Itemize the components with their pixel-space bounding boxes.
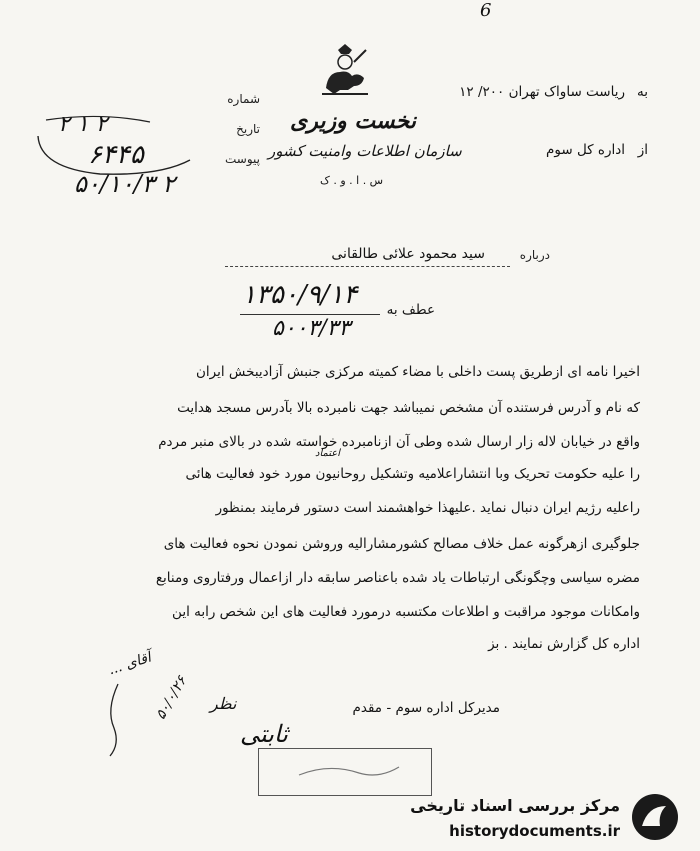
to-value: ریاست ساواک تهران ۲۰۰/ ۱۲	[459, 84, 625, 100]
body-line-1: اخیرا نامه ای ازطریق پست داخلی با مضاء کمیته مرکزی جنبش آزادیبخش ایران	[195, 364, 640, 380]
subject-value: سید محمود علائی طالقانی	[331, 246, 485, 262]
watermark-org-name: مرکز بررسی اسناد تاریخی	[410, 796, 620, 815]
body-line-3: واقع در خیابان لاله زار ارسال شده وطی آن ازنامبرده خواسته شده در بالای منبر مردم	[158, 434, 640, 450]
body-line-4: را علیه حکومت تحریک وبا انتشاراعلامیه وتشکیل روحانیون مورد خود فعالیت هائی	[185, 466, 640, 482]
reference-date-top: ۱۳۵۰/۹/۱۴	[242, 280, 358, 310]
stamp-stroke	[259, 749, 431, 795]
attachment-label: پیوست	[225, 152, 260, 166]
above-line-note: اعتماد	[315, 448, 341, 459]
reference-divider	[240, 314, 380, 315]
handwritten-date: ۶۴۴۵	[88, 140, 144, 170]
history-center-logo-icon	[630, 792, 680, 842]
top-mark: 6	[480, 0, 492, 21]
signature-line: مدیرکل اداره سوم - مقدم	[352, 700, 500, 716]
subject-underline	[225, 266, 510, 267]
org-subtitle: سازمان اطلاعات وامنیت کشور	[268, 142, 462, 160]
stamp-box	[258, 748, 432, 796]
body-line-9: اداره کل گزارش نمایند . بز	[488, 636, 640, 652]
org-title: نخست وزیری	[290, 108, 416, 134]
to-prefix: به	[637, 84, 648, 100]
number-label: شماره	[227, 92, 260, 106]
from-value: اداره کل سوم	[546, 142, 625, 158]
handwritten-number: ۲ ۱ ۲	[58, 112, 108, 137]
org-code: س . ا . و . ک	[320, 174, 384, 187]
from-prefix: از	[637, 142, 648, 158]
body-line-2: که نام و آدرس فرستنده آن مشخص نمیباشد جهت نامبرده بالا بآدرس مسجد هدایت	[177, 400, 640, 416]
handwritten-attachment: ۵۰/۱۰/۳ ۲	[74, 170, 176, 198]
reference-label: عطف به	[386, 302, 435, 318]
lion-and-sun-emblem	[318, 42, 372, 98]
body-line-5: راعلیه رژیم ایران دنبال نماید .علیهذا خواهشمند است دستور فرمایند بمنظور	[215, 500, 640, 516]
signature-note: نظر	[210, 694, 237, 713]
watermark-url: historydocuments.ir	[449, 822, 620, 840]
signature-mark: ثابتی	[240, 720, 288, 748]
reference-date-bottom: ۵۰۰۳/۳۳	[272, 316, 351, 341]
body-line-7: مضره سیاسی وچگونگی ارتباطات یاد شده باعناصر سابقه دار ازاعمال ورفتاروی ومنابع	[155, 570, 640, 586]
body-line-8: وامکانات موجود مراقبت و اطلاعات مکتسبه درمورد فعالیت های این شخص رابه این	[172, 604, 640, 620]
date-label: تاریخ	[236, 122, 260, 136]
body-line-6: جلوگیری ازهرگونه عمل خلاف مصالح کشورمشارالیه وروشن نمودن نحوه فعالیت های	[163, 536, 640, 552]
side-date: ۵۰/۰/۲۶	[152, 673, 191, 723]
margin-note: آقای ...	[106, 649, 154, 679]
margin-stroke	[98, 680, 138, 760]
pen-strokes-left	[30, 108, 230, 198]
subject-label: درباره	[519, 248, 550, 262]
